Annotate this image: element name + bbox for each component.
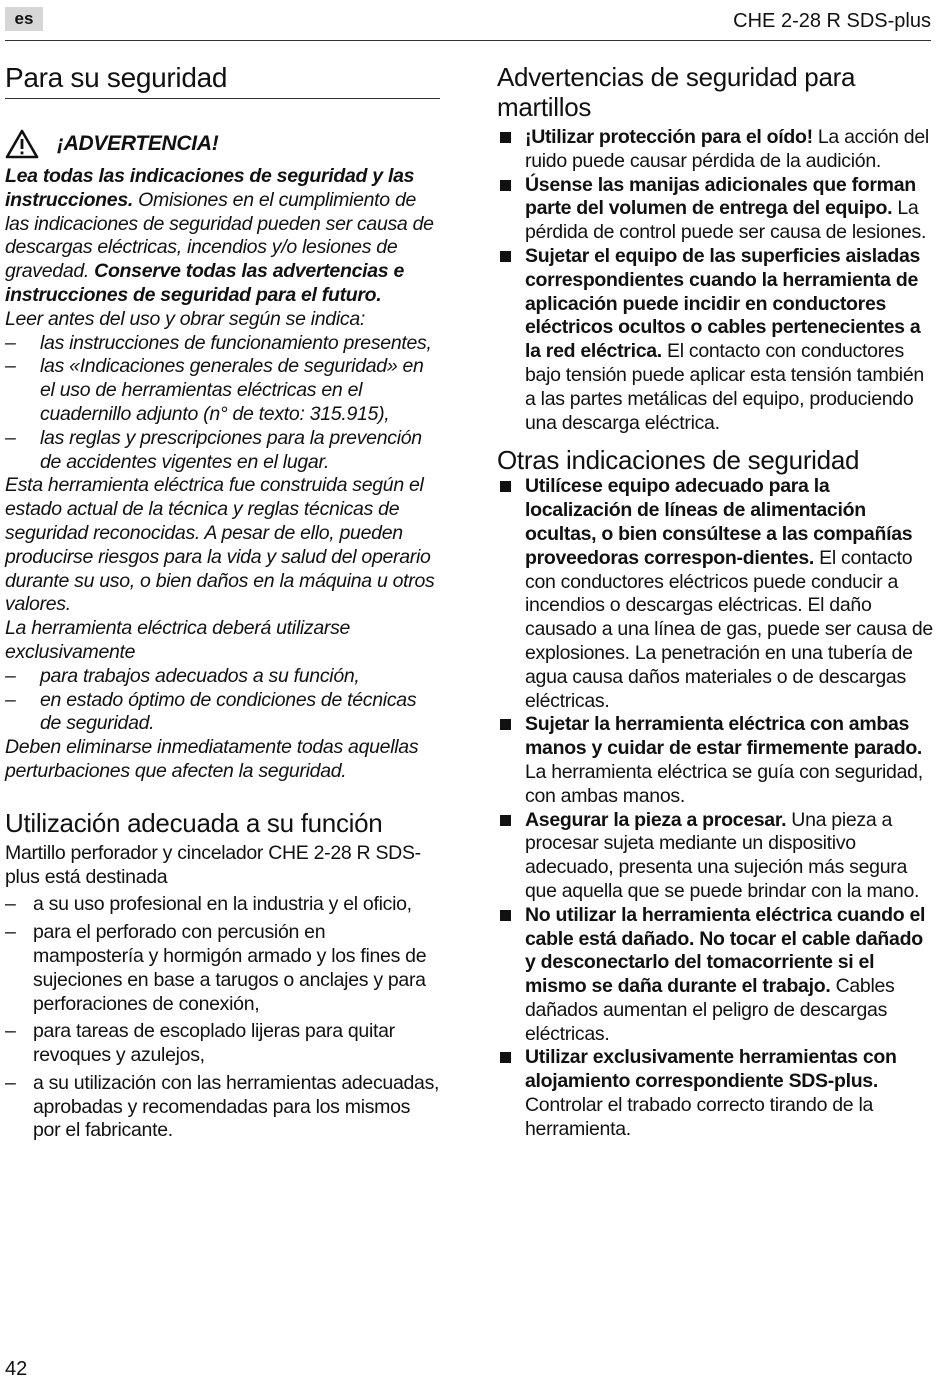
- warning-text-1: Omisiones en el cumplimiento de las indicaciones de seguridad pueden ser causa de descargas eléctricas, incendios y/o lesiones de gravedad.: [5, 188, 434, 283]
- model-name: CHE 2-28 R SDS-plus: [733, 10, 931, 32]
- hammer-item: [497, 126, 937, 174]
- other-item-text: Controlar el trabado correcto tirando de la herramienta.: [525, 1094, 874, 1140]
- use-item: – en estado óptimo de condiciones de técnicas de seguridad.: [5, 689, 440, 737]
- other-item: [497, 475, 937, 713]
- hammer-item-text: La pérdida de control puede ser causa de lesiones.: [525, 197, 927, 244]
- bullet-square-icon: [500, 180, 511, 191]
- safety-title: Para su seguridad: [5, 62, 228, 93]
- warning-triangle-icon: [5, 129, 39, 159]
- other-item-bold: Utilizar exclusivamente herramientas con alojamiento correspondiente SDS-plus.: [525, 1046, 897, 1093]
- bullet-square-icon: [500, 1052, 511, 1063]
- other-item: [497, 713, 937, 808]
- eliminate-text: Deben eliminarse inmediatamente todas aquellas perturbaciones que afecten la seguridad.: [5, 736, 419, 782]
- warning-bold-2: Conserve todas las advertencias e instrucciones de seguridad para el futuro.: [5, 260, 404, 306]
- usage-item: – a su utilización con las herramientas adecuadas, aprobadas y recomendadas para los mismos por el fabricante.: [5, 1072, 440, 1143]
- read-intro: Leer antes del uso y obrar según se indica:: [5, 307, 365, 330]
- other-item-bold: Utilícese equipo adecuado para la localización de líneas de alimentación ocultas, o bien consúltese a las compañías proveedoras correspon-dientes.: [525, 475, 913, 569]
- other-item-bold: Asegurar la pieza a procesar.: [525, 808, 787, 831]
- bullet-square-icon: [500, 815, 511, 826]
- title-rule: [5, 62, 440, 99]
- warning-heading-row: [5, 129, 440, 159]
- other-item-text: La herramienta eléctrica se guía con seguridad, con ambas manos.: [525, 760, 923, 807]
- warning-paragraph: [5, 165, 440, 308]
- hammer-item-text: El contacto con conductores bajo tensión puede aplicar esta tensión también a las partes metálicas del equipo, produciendo una descarga eléctrica.: [525, 340, 924, 434]
- read-item: – las instrucciones de funcionamiento presentes,: [5, 332, 440, 356]
- bullet-square-icon: [500, 132, 511, 143]
- header-rule: [5, 40, 931, 41]
- page-number: 42: [5, 1358, 28, 1380]
- usage-intro: Martillo perforador y cincelador CHE 2-28 R SDS-plus está destinada: [5, 841, 421, 888]
- use-intro: La herramienta eléctrica deberá utilizarse exclusivamente: [5, 617, 351, 663]
- other-item: [497, 904, 937, 1047]
- left-column: [5, 62, 440, 1143]
- hammer-item: [497, 245, 937, 435]
- other-item-text: Una pieza a procesar sujeta mediante un dispositivo adecuado, presenta una sujeción más segura que aquella que se puede brindar con la mano.: [525, 808, 920, 902]
- warning-bold-1: Lea todas las indicaciones de seguridad y las instrucciones.: [5, 165, 415, 211]
- hammer-item-bold: ¡Utilizar protección para el oído!: [525, 126, 813, 148]
- read-item: – las reglas y prescripciones para la prevención de accidentes vigentes en el lugar.: [5, 427, 440, 475]
- construction-text: Esta herramienta eléctrica fue construida según el estado actual de la técnica y reglas técnicas de seguridad reconocidas. A pesar de ello, pueden producirse riesgos para la vida y salud del operario durante su uso, o bien daños en la máquina u otros valores.: [5, 474, 435, 616]
- other-item: [497, 1046, 937, 1141]
- other-safety-title: Otras indicaciones de seguridad: [497, 445, 860, 476]
- use-item: – para trabajos adecuados a su función,: [5, 665, 440, 689]
- bullet-square-icon: [500, 719, 511, 730]
- usage-item: – para el perforado con percusión en mampostería y hormigón armado y los fines de sujeciones en base a tarugos o anclajes y para perforaciones de conexión,: [5, 921, 440, 1016]
- hammer-item: [497, 174, 937, 245]
- language-badge: es: [5, 7, 43, 31]
- other-item-bold: Sujetar la herramienta eléctrica con ambas manos y cuidar de estar firmemente parado.: [525, 713, 923, 760]
- other-item-text: El contacto con conductores eléctricos puede conducir a incendios o descargas eléctricas. El daño causado a una línea de gas, puede ser causa de explosiones. La penetración en una tubería de agua causa daños materiales o de descargas eléctricas.: [525, 546, 933, 712]
- read-item: – las «Indicaciones generales de seguridad» en el uso de herramientas eléctricas en el cuadernillo adjunto (n° de texto: 315.915),: [5, 355, 440, 426]
- right-column: [497, 62, 937, 1142]
- other-item-bold: No utilizar la herramienta eléctrica cuando el cable está dañado. No tocar el cable dañado y desconectarlo del tomacorriente si el mismo se daña durante el trabajo.: [525, 903, 926, 998]
- usage-item: – para tareas de escoplado lijeras para quitar revoques y azulejos,: [5, 1020, 440, 1068]
- hammer-item-text: La acción del ruido puede causar pérdida de la audición.: [525, 126, 929, 172]
- bullet-square-icon: [500, 251, 511, 262]
- warning-heading: ¡ADVERTENCIA!: [57, 132, 219, 156]
- hammer-safety-title: Advertencias de seguridad para martillos: [497, 62, 856, 122]
- other-item-text: Cables dañados aumentan el peligro de descargas eléctricas.: [525, 975, 895, 1045]
- hammer-item-bold: Úsense las manijas adicionales que forman parte del volumen de entrega del equipo.: [525, 173, 916, 220]
- usage-title: Utilización adecuada a su función: [5, 807, 383, 838]
- usage-item: – a su uso profesional en la industria y el oficio,: [5, 893, 440, 917]
- bullet-square-icon: [500, 481, 511, 492]
- other-item: [497, 809, 937, 904]
- bullet-square-icon: [500, 910, 511, 921]
- hammer-item-bold: Sujetar el equipo de las superficies aisladas correspondientes cuando la herramienta de aplicación puede incidir en conductores eléctricos ocultos o cables pertenecientes a la red eléctrica.: [525, 244, 921, 363]
